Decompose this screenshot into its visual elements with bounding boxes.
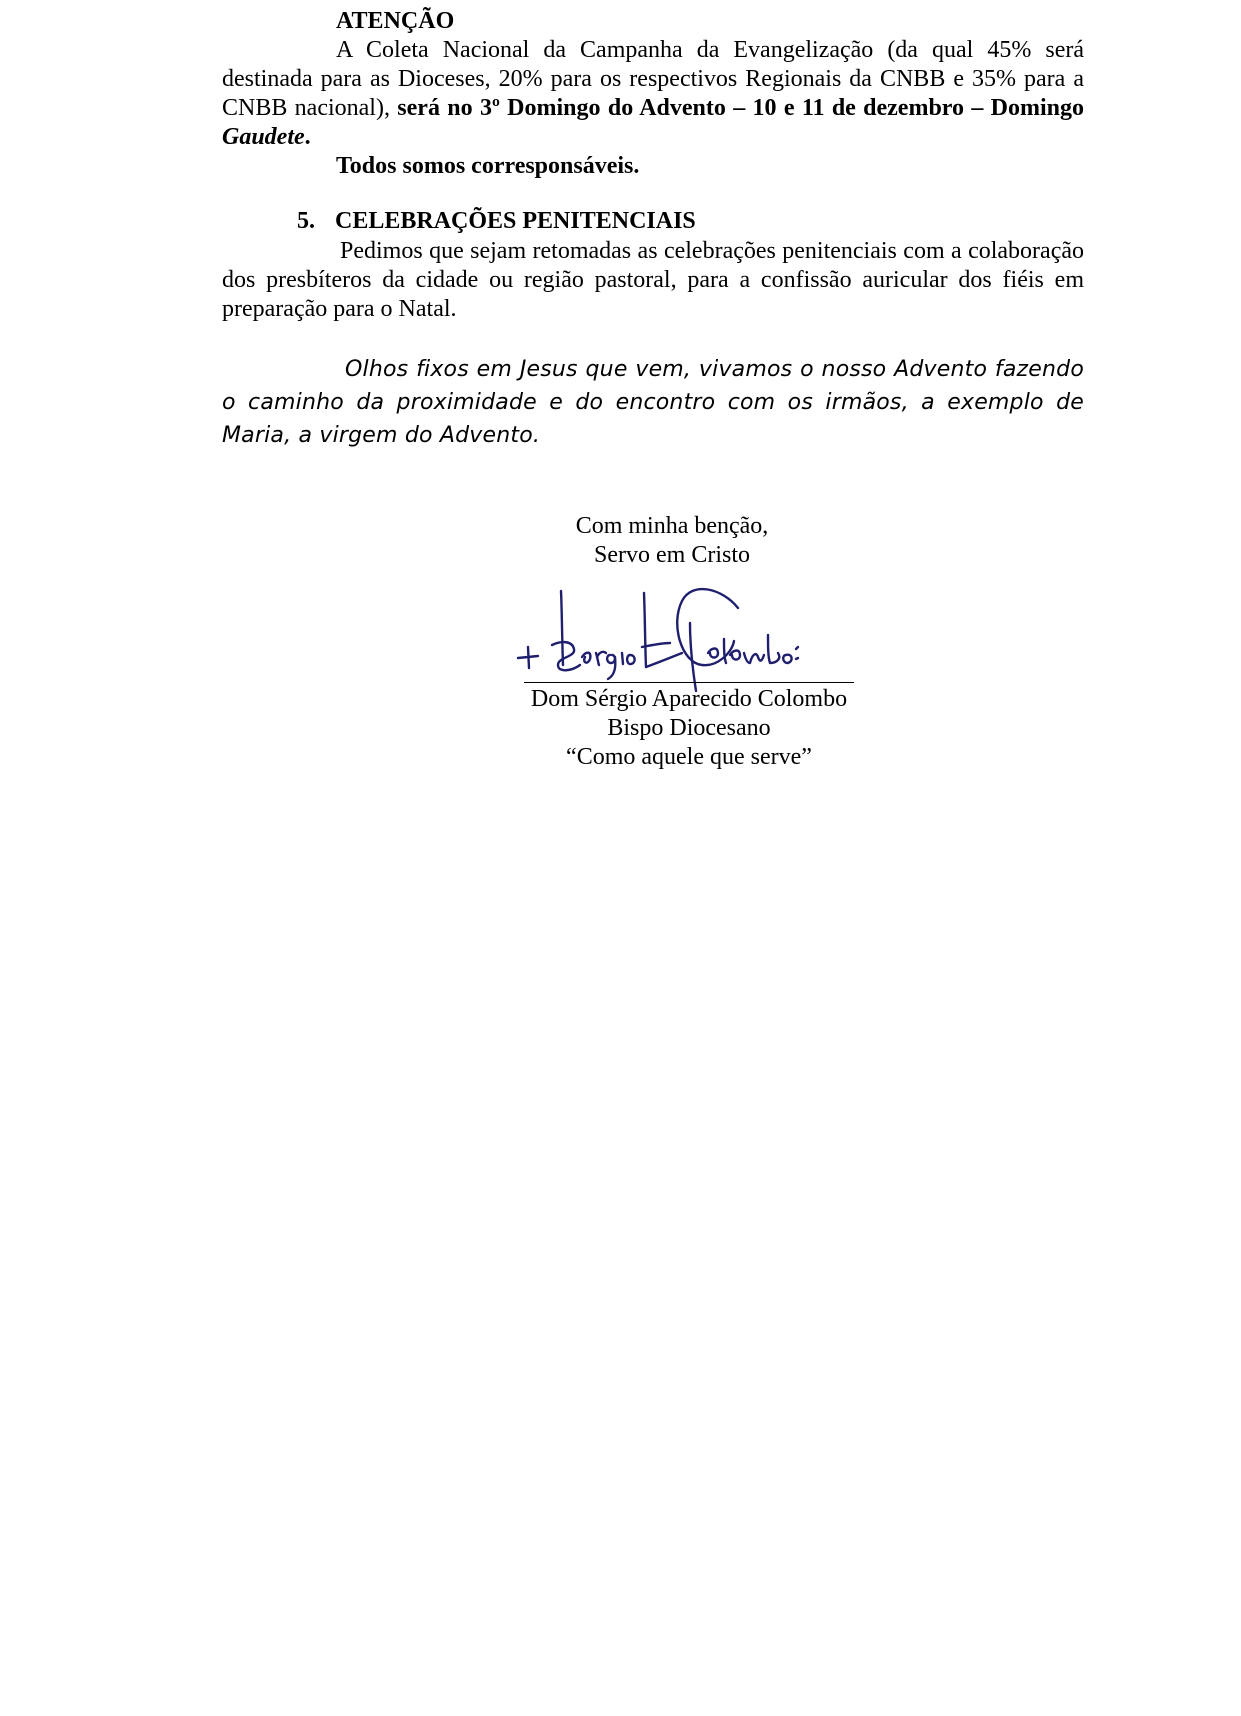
attention-heading: ATENÇÃO	[336, 8, 455, 34]
signer-role: Bispo Diocesano	[607, 715, 771, 741]
section-title-text: CELEBRAÇÕES PENITENCIAIS	[335, 208, 696, 234]
exhortation-text: Olhos fixos em Jesus que vem, vivamos o nosso Advento fazendo o caminho da proximidade e do encontro com os irmãos, a exemplo de Maria, a virgem do Advento.	[222, 357, 1084, 448]
attention-closing-line: Todos somos corresponsáveis.	[336, 153, 640, 179]
section-paragraph	[222, 237, 1084, 324]
exhortation-paragraph	[222, 353, 1084, 452]
attention-italic-text: Gaudete	[222, 124, 305, 150]
blessing-line: Com minha benção,	[575, 513, 769, 539]
attention-bold-text: será no 3º Domingo do Advento – 10 e 11 de dezembro – Domingo	[397, 95, 1085, 121]
signer-motto: “Como aquele que serve”	[566, 744, 812, 770]
attention-text: A Coleta Nacional da Campanha da Evangelização (da qual 45% será destinada para as Dioceses, 20% para os respectivos Regionais da CNBB e 35% para a CNBB nacional),	[222, 37, 1084, 121]
attention-paragraph	[222, 36, 1084, 152]
signer-name: Dom Sérgio Aparecido Colombo	[530, 686, 848, 712]
section-title	[297, 207, 696, 236]
signature-image	[512, 583, 832, 693]
attention-end: .	[304, 124, 311, 150]
section-paragraph-text: Pedimos que sejam retomadas as celebrações penitenciais com a colaboração dos presbíteros da cidade ou região pastoral, para a confissão auricular dos fiéis em preparação para o Natal.	[222, 238, 1084, 322]
document-page	[222, 0, 1084, 1716]
section-number: 5.	[297, 208, 315, 234]
signature-line	[524, 682, 854, 683]
servant-line: Servo em Cristo	[594, 542, 750, 568]
